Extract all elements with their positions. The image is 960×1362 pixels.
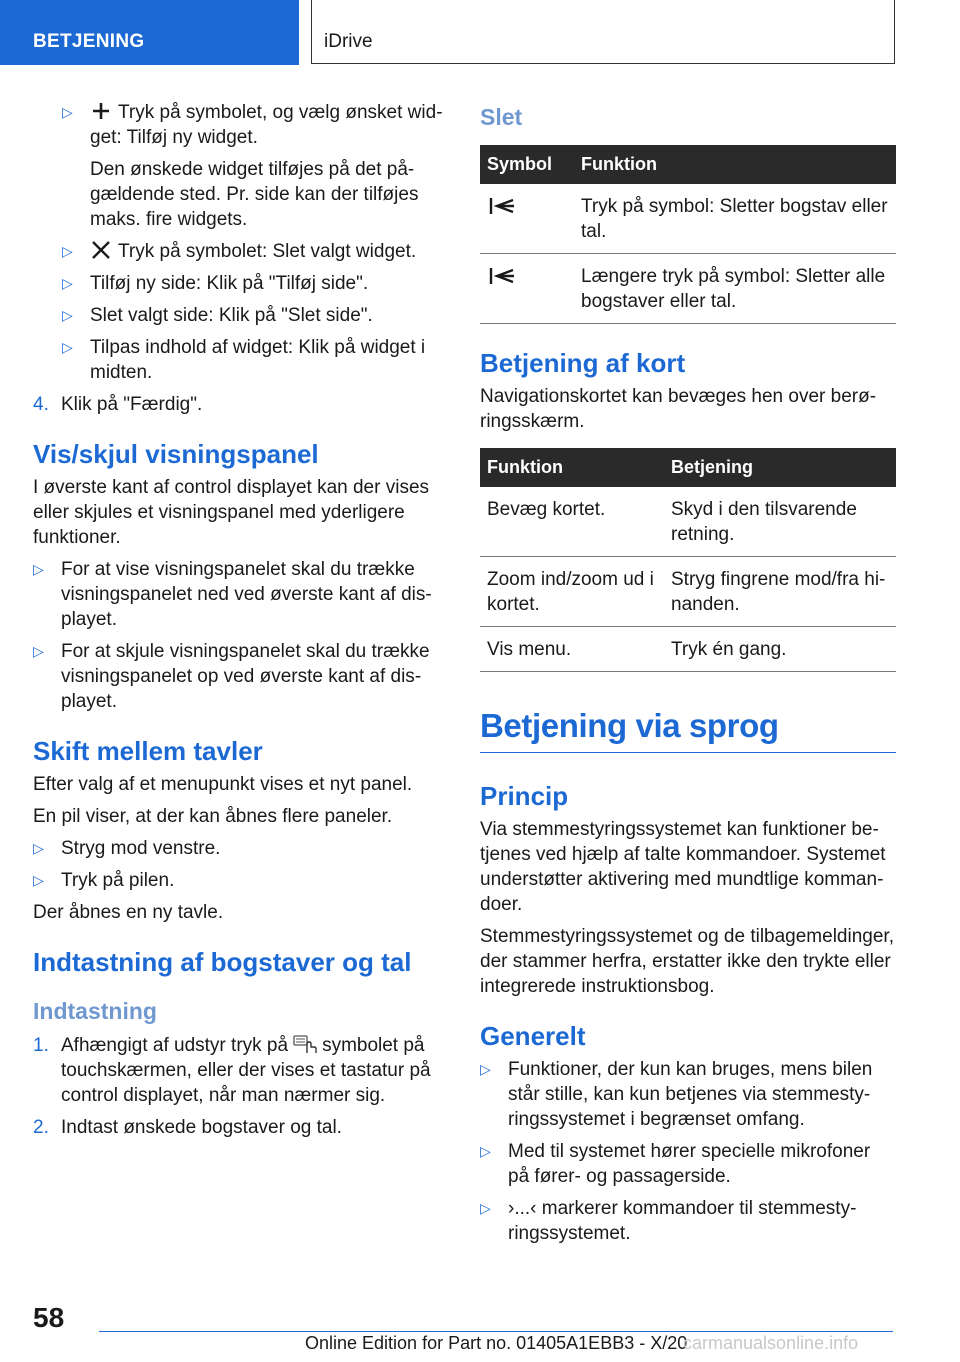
list-item-text: Tryk på pilen. (61, 870, 175, 891)
list-item (62, 271, 449, 296)
numbered-step (33, 1115, 449, 1140)
paragraph: Der åbnes en ny tavle. (33, 902, 224, 923)
list-item (480, 1196, 896, 1246)
bullet-triangle-icon: ▷ (62, 243, 73, 259)
list-item-text: ›...‹ markerer kommandoer til stemmestyringssystemet. (508, 1198, 857, 1244)
symbol-table (480, 145, 896, 324)
left-column (33, 100, 449, 1147)
header-section-tab (0, 0, 299, 65)
table-cell: Skyd i den tilsvarende retning. (664, 487, 896, 557)
paragraph: I øverste kant af control displayet kan der vises eller skjules et visningspanel med yderligere funktioner. (33, 477, 430, 548)
list-item (62, 100, 449, 150)
bullet-triangle-icon: ▷ (480, 1200, 491, 1216)
section-heading-principle: Princip (480, 781, 569, 811)
bullet-triangle-icon: ▷ (480, 1061, 491, 1077)
list-item (480, 1057, 896, 1132)
footer-edition: Online Edition for Part no. 01405A1EBB3 - X/20 (305, 1333, 688, 1353)
list-item (33, 836, 449, 861)
bullet-triangle-icon: ▷ (480, 1143, 491, 1159)
section-heading-panel: Vis/skjul visningspanel (33, 439, 319, 469)
table-cell: Bevæg kortet. (480, 487, 664, 557)
numbered-step (33, 392, 449, 417)
list-item (480, 1139, 896, 1189)
list-item-text: Tryk på symbolet: Slet valgt widget. (118, 241, 417, 262)
paragraph: Stemmestyringssystemet og de tilbagemeldinger, der stammer herfra, erstatter ikke den trykte eller integrerede instruktionsbog. (480, 926, 894, 997)
table-cell: Tryk på symbol: Sletter bogstav eller tal. (574, 184, 896, 254)
bullet-triangle-icon: ▷ (33, 840, 44, 856)
section-heading-map: Betjening af kort (480, 348, 686, 378)
header-chapter-label: iDrive (324, 31, 373, 52)
subheading-delete: Slet (480, 104, 523, 130)
list-item-text: Tilpas indhold af widget: Klik på widget i midten. (90, 337, 426, 383)
table-cell: Zoom ind/zoom ud i kortet. (480, 557, 664, 627)
close-x-icon (90, 241, 112, 259)
table-row (480, 627, 896, 672)
list-item (33, 639, 449, 714)
page-number: 58 (33, 1302, 65, 1333)
map-controls-table (480, 448, 896, 672)
header-section-label: BETJENING (33, 31, 145, 52)
list-item (62, 239, 449, 264)
bullet-triangle-icon: ▷ (62, 339, 73, 355)
step-number: 1. (33, 1035, 49, 1056)
table-cell: Længere tryk på symbol: Sletter alle bogstaver eller tal. (574, 254, 896, 324)
table-row (480, 184, 896, 254)
watermark: carmanualsonline.info (683, 1333, 859, 1353)
table-header: Funktion (480, 448, 664, 487)
list-item (33, 557, 449, 632)
section-heading-general: Generelt (480, 1021, 586, 1051)
table-row (480, 254, 896, 324)
paragraph: Via stemmestyringssystemet kan funktioner betjenes ved hjælp af talte kommandoer. Systemet understøtter aktivering med mundtlige kommandoer. (480, 819, 886, 915)
section-heading-input: Indtastning af bogstaver og tal (33, 947, 412, 977)
right-column (480, 100, 896, 1253)
list-item-text: For at skjule visningspanelet skal du trække visningspanelet op ved øverste kant af displayet. (61, 641, 430, 712)
table-header: Betjening (664, 448, 896, 487)
bullet-triangle-icon: ▷ (62, 275, 73, 291)
table-cell: Tryk én gang. (664, 627, 896, 672)
chapter-heading-voice: Betjening via sprog (480, 706, 896, 753)
table-cell (480, 184, 574, 254)
table-row (480, 557, 896, 627)
list-item (33, 868, 449, 893)
backspace-arrow-icon (487, 266, 517, 286)
step-number: 2. (33, 1117, 49, 1138)
paragraph: Den ønskede widget tilføjes på det pågældende sted. Pr. side kan der tilføjes maks. fire widgets. (90, 159, 419, 230)
bullet-triangle-icon: ▷ (33, 643, 44, 659)
list-item-text: Tilføj ny side: Klik på "Tilføj side". (90, 273, 369, 294)
list-item (62, 303, 449, 328)
bullet-triangle-icon: ▷ (33, 872, 44, 888)
list-item-text: Stryg mod venstre. (61, 838, 221, 859)
step-text: Afhængigt af udstyr tryk på (61, 1035, 289, 1056)
bullet-triangle-icon: ▷ (62, 307, 73, 323)
list-item-text: Tryk på symbolet, og vælg ønsket widget: Tilføj ny widget. (90, 102, 443, 148)
plus-icon (90, 102, 112, 120)
list-item-text: For at vise visningspanelet skal du trække visningspanelet ned ved øverste kant af displayet. (61, 559, 432, 630)
section-heading-boards: Skift mellem tavler (33, 736, 263, 766)
list-item (62, 335, 449, 385)
step-number: 4. (33, 394, 49, 415)
table-row (480, 487, 896, 557)
step-text: Klik på "Færdig". (61, 394, 203, 415)
table-header: Symbol (480, 145, 574, 184)
backspace-arrow-icon (487, 196, 517, 216)
table-cell: Stryg fingrene mod/fra hinanden. (664, 557, 896, 627)
table-cell: Vis menu. (480, 627, 664, 672)
list-item-text: Slet valgt side: Klik på "Slet side". (90, 305, 373, 326)
step-text: Indtast ønskede bogstaver og tal. (61, 1117, 342, 1138)
bullet-triangle-icon: ▷ (62, 104, 73, 120)
step-text: symbolet på touchskærmen, eller der vises et tastatur på control displayet, når man nærmer sig. (61, 1035, 431, 1106)
table-header: Funktion (574, 145, 896, 184)
footer-divider (99, 1331, 893, 1332)
keyboard-hand-icon (292, 1034, 318, 1054)
paragraph: En pil viser, at der kan åbnes flere paneler. (33, 806, 393, 827)
subheading-input: Indtastning (33, 998, 157, 1024)
paragraph: Efter valg af et menupunkt vises et nyt panel. (33, 774, 413, 795)
list-item-text: Med til systemet hører specielle mikrofoner på fører- og passagerside. (508, 1141, 871, 1187)
list-item-text: Funktioner, der kun kan bruges, mens bilen står stille, kan kun betjenes via stemmestyringssystemet i begrænset omfang. (508, 1059, 873, 1130)
header-chapter-box (311, 0, 895, 64)
bullet-triangle-icon: ▷ (33, 561, 44, 577)
paragraph: Navigationskortet kan bevæges hen over berøringsskærm. (480, 386, 877, 432)
table-cell (480, 254, 574, 324)
numbered-step (33, 1033, 449, 1108)
